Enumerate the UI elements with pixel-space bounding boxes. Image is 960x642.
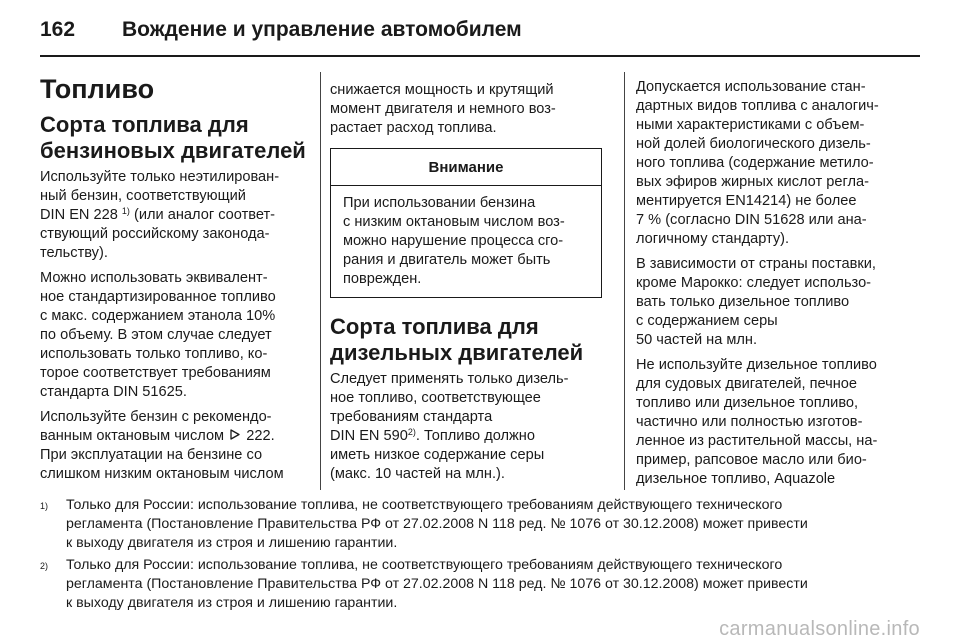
text-line: иметь низкое содержание серы xyxy=(330,447,545,463)
text-line: логичному стандарту). xyxy=(636,231,790,247)
text-line: для судовых двигателей, печное xyxy=(636,376,858,392)
column-1 xyxy=(40,74,310,490)
paragraph xyxy=(636,255,920,350)
warning-box xyxy=(330,148,602,298)
text-line: по объему. В этом случае следует xyxy=(40,327,272,343)
text-line: 7 % (согласно DIN 51628 или ана- xyxy=(636,212,867,228)
paragraph xyxy=(330,370,602,484)
footnotes xyxy=(40,496,920,616)
text-line: регламента (Постановление Правительства РФ от 27.02.2008 N 118 ред. № 1076 от 30.12.2008) может привести xyxy=(66,576,808,592)
warning-body xyxy=(331,186,601,297)
footnote-mark: 1) xyxy=(40,501,49,511)
text-line: момент двигателя и немного воз- xyxy=(330,101,556,117)
text-line: 50 частей на млн. xyxy=(636,332,758,348)
text-line: ными характеристиками с объем- xyxy=(636,117,865,133)
text-span: (или аналог соответ- xyxy=(129,207,276,223)
chapter-title: Вождение и управление автомобилем xyxy=(122,18,522,41)
text-line: При использовании бензина xyxy=(343,195,536,211)
text-line: использовать только топливо, ко- xyxy=(40,346,268,362)
text-line xyxy=(40,206,310,225)
text-line: слишком низким октановым числом xyxy=(40,466,284,482)
text-line: ной долей биологического дизель- xyxy=(636,136,871,152)
arrow-right-icon[interactable] xyxy=(230,427,240,446)
footnote xyxy=(40,496,920,553)
column-3 xyxy=(636,78,920,495)
text-line: тельству). xyxy=(40,245,108,261)
footnote-mark: 2) xyxy=(40,561,49,571)
text-line: к выходу двигателя из строя и лишению гарантии. xyxy=(66,595,398,611)
text-line: ного топлива (содержание метило- xyxy=(636,155,874,171)
text-line: ленное из растительной массы, на- xyxy=(636,433,878,449)
text-line: Можно использовать эквивалент- xyxy=(40,270,268,286)
text-line: кроме Марокко: следует использо- xyxy=(636,275,872,291)
text-line: вать только дизельное топливо xyxy=(636,294,850,310)
text-span: DIN EN 590 xyxy=(330,428,408,444)
paragraph xyxy=(330,81,602,138)
text-line xyxy=(330,427,602,446)
text-line: торое соответствует требованиям xyxy=(40,365,271,381)
watermark: carmanualsonline.info xyxy=(719,618,920,640)
text-line: снижается мощность и крутящий xyxy=(330,82,554,98)
paragraph xyxy=(40,269,310,402)
warning-title: Внимание xyxy=(331,149,601,186)
paragraph xyxy=(636,356,920,489)
column-2 xyxy=(330,81,602,490)
page-header xyxy=(40,16,522,44)
text-line: ное топливо, соответствующее xyxy=(330,390,541,406)
text-line: При эксплуатации на бензине со xyxy=(40,447,263,463)
text-line: стандарта DIN 51625. xyxy=(40,384,187,400)
page-number: 162 xyxy=(40,18,76,41)
text-line: Следует применять только дизель- xyxy=(330,371,569,387)
subsection-title-line: бензиновых двигателей xyxy=(40,138,306,163)
text-line: (макс. 10 частей на млн.). xyxy=(330,466,505,482)
subsection-title-line: Сорта топлива для xyxy=(330,314,539,339)
footnote-text xyxy=(66,496,920,553)
text-line: требованиям стандарта xyxy=(330,409,493,425)
text-line: Только для России: использование топлива, не соответствующего требованиям действующего технического xyxy=(66,557,783,573)
text-line: к выходу двигателя из строя и лишению гарантии. xyxy=(66,535,398,551)
text-line: рания и двигатель может быть xyxy=(343,252,551,268)
header-divider xyxy=(40,55,920,57)
text-line: поврежден. xyxy=(343,271,422,287)
text-line: Только для России: использование топлива, не соответствующего требованиям действующего технического xyxy=(66,497,783,513)
column-divider xyxy=(624,72,625,490)
page-reference-link[interactable]: 222. xyxy=(246,428,275,444)
text-line xyxy=(40,427,310,446)
text-line: Используйте бензин с рекомендо- xyxy=(40,409,272,425)
text-line: Используйте только неэтилирован- xyxy=(40,169,280,185)
paragraph xyxy=(40,168,310,263)
text-span: . Топливо должно xyxy=(415,428,535,444)
subsection-title-diesel xyxy=(330,314,602,366)
footnote-ref[interactable]: 1) xyxy=(121,206,130,216)
text-line: с содержанием серы xyxy=(636,313,778,329)
text-line: регламента (Постановление Правительства РФ от 27.02.2008 N 118 ред. № 1076 от 30.12.2008) может привести xyxy=(66,516,808,532)
text-line: можно нарушение процесса сго- xyxy=(343,233,564,249)
text-line: Допускается использование стан- xyxy=(636,79,866,95)
footnote-ref[interactable]: 2) xyxy=(407,427,416,437)
text-line: Не используйте дизельное топливо xyxy=(636,357,877,373)
subsection-title-petrol xyxy=(40,112,310,164)
footnote-text xyxy=(66,556,920,613)
text-line: с низким октановым числом воз- xyxy=(343,214,565,230)
text-line: ное стандартизированное топливо xyxy=(40,289,276,305)
text-line: дартных видов топлива с аналогич- xyxy=(636,98,879,114)
subsection-title-line: дизельных двигателей xyxy=(330,340,584,365)
text-line: вых эфиров жирных кислот регла- xyxy=(636,174,869,190)
text-line: пример, рапсовое масло или био- xyxy=(636,452,867,468)
paragraph xyxy=(40,408,310,484)
text-span: ванным октановым числом xyxy=(40,428,225,444)
text-line: топливо или дизельное топливо, xyxy=(636,395,859,411)
footnote xyxy=(40,556,920,613)
text-line: частично или полностью изготов- xyxy=(636,414,863,430)
text-line: В зависимости от страны поставки, xyxy=(636,256,876,272)
column-divider xyxy=(320,72,321,490)
text-line: дизельное топливо, Aquazole xyxy=(636,471,836,487)
text-span: DIN EN 228 xyxy=(40,207,122,223)
subsection-title-line: Сорта топлива для xyxy=(40,112,249,137)
text-line: ментируется EN14214) не более xyxy=(636,193,857,209)
text-line: растает расход топлива. xyxy=(330,120,497,136)
section-title: Топливо xyxy=(40,74,155,104)
text-line: с макс. содержанием этанола 10% xyxy=(40,308,276,324)
paragraph xyxy=(636,78,920,249)
text-line: ствующий российскому законода- xyxy=(40,226,270,242)
text-line: ный бензин, соответствующий xyxy=(40,188,246,204)
